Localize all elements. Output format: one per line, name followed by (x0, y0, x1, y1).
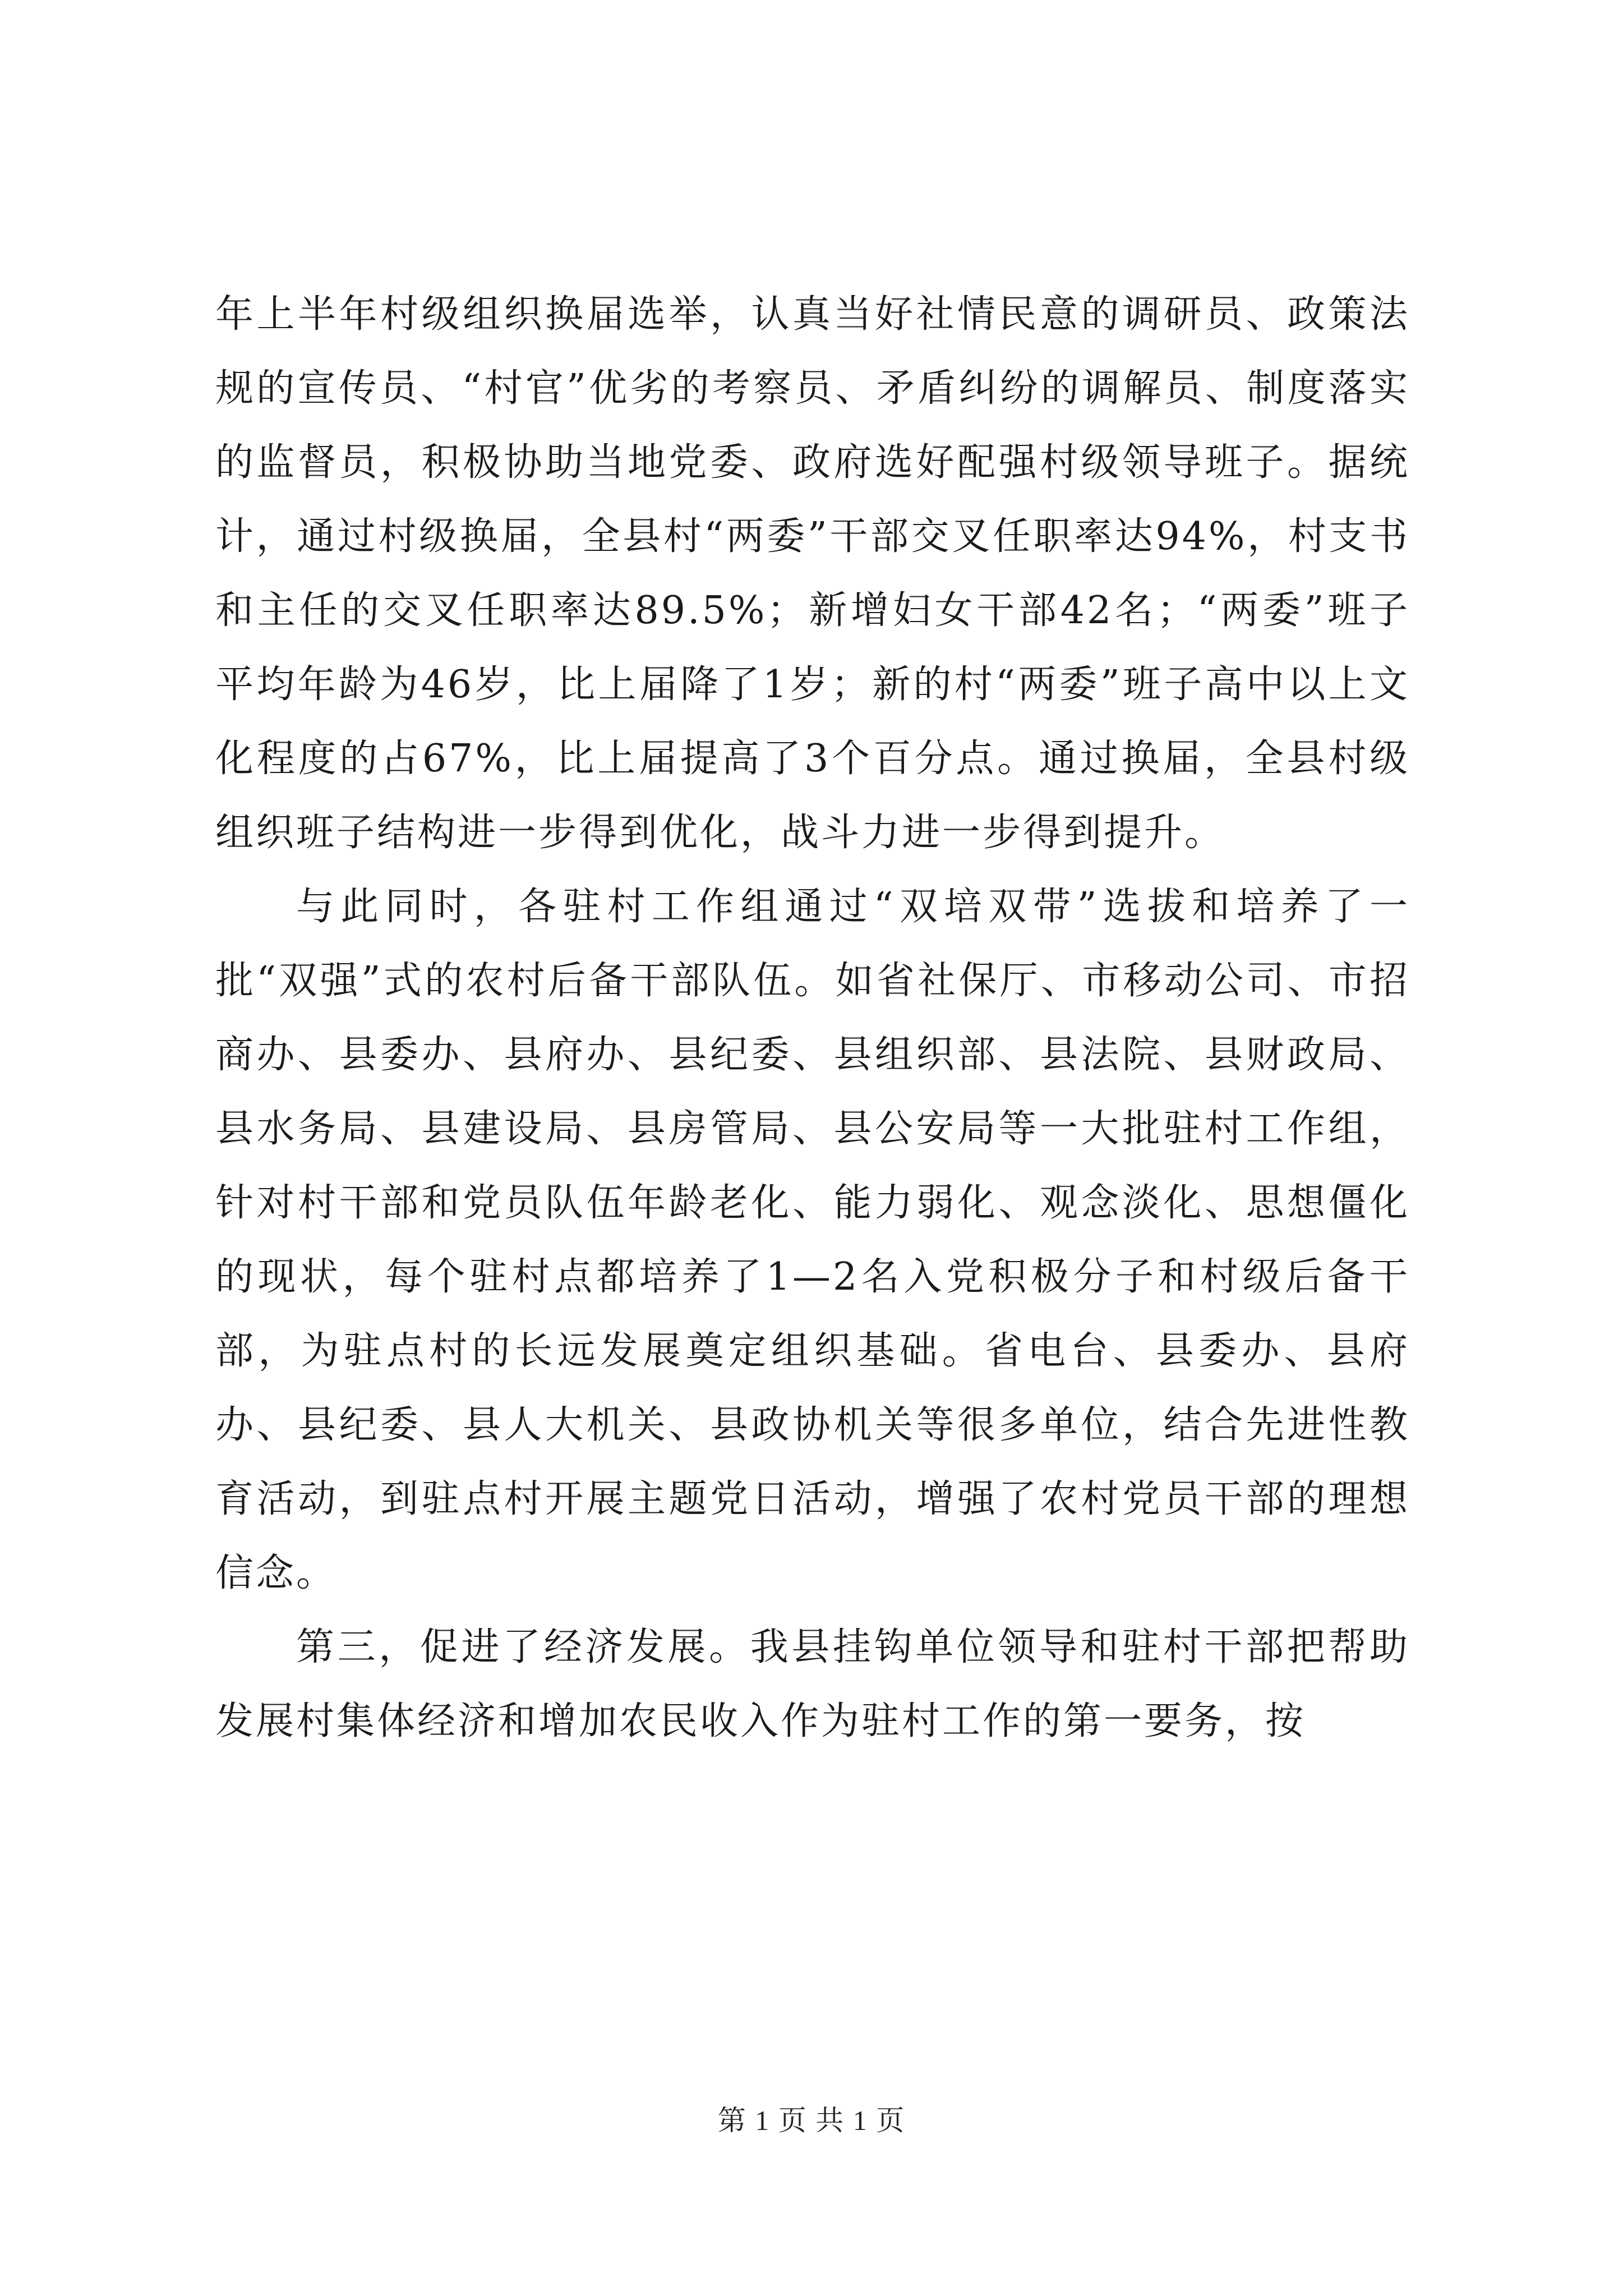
document-body (215, 278, 1410, 1759)
paragraph-1: 年上半年村级组织换届选举，认真当好社情民意的调研员、政策法规的宣传员、“村官”优劣的考察员、矛盾纠纷的调解员、制度落实的监督员，积极协助当地党委、政府选好配强村级领导班子。据统计，通过村级换届，全县村“两委”干部交叉任职率达94%，村支书和主任的交叉任职率达89.5%；新增妇女干部42名；“两委”班子平均年龄为46岁，比上届降了1岁；新的村“两委”班子高中以上文化程度的占67%，比上届提高了3个百分点。通过换届，全县村级组织班子结构进一步得到优化，战斗力进一步得到提升。 (215, 292, 1410, 855)
paragraph-3: 第三，促进了经济发展。我县挂钩单位领导和驻村干部把帮助发展村集体经济和增加农民收入作为驻村工作的第一要务，按 (215, 1625, 1410, 1743)
page-footer: 第 1 页 共 1 页 (717, 2105, 906, 2136)
paragraph-2: 与此同时，各驻村工作组通过“双培双带”选拔和培养了一批“双强”式的农村后备干部队伍。如省社保厅、市移动公司、市招商办、县委办、县府办、县纪委、县组织部、县法院、县财政局、县水务局、县建设局、县房管局、县公安局等一大批驻村工作组，针对村干部和党员队伍年龄老化、能力弱化、观念淡化、思想僵化的现状，每个驻村点都培养了1—2名入党积极分子和村级后备干部，为驻点村的长远发展奠定组织基础。省电台、县委办、县府办、县纪委、县人大机关、县政协机关等很多单位，结合先进性教育活动，到驻点村开展主题党日活动，增强了农村党员干部的理想信念。 (215, 885, 1410, 1595)
